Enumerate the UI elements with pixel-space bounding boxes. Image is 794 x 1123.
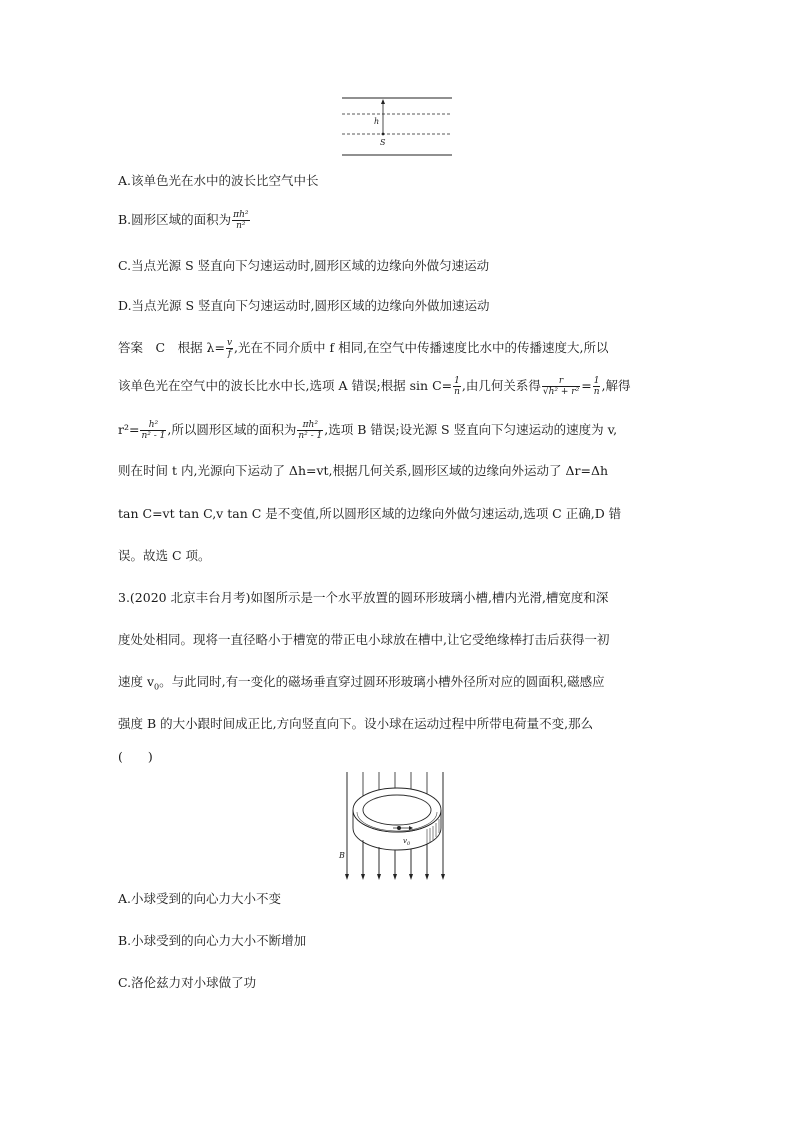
answer-line-1: 答案 C 根据 λ= $\frac{v}{f}$ ,光在不同介质中 f 相同,在空气中传播速度比水中的传播速度大,所以	[118, 338, 609, 359]
question3-line-2: 度处处相同。现将一直径略小于槽宽的带正电小球放在槽中,让它受绝缘棒打击后获得一初	[118, 632, 610, 647]
answer-line-3: r²= $\frac{\text{h²}}{\text{n² - 1}}$ ,所以圆形区域的面积为 $\frac{\text{πh²}}{\text{n² - 1}}$ ,选项 B 错误;设光源 S 竖直向下匀速运动的速度为 v,	[118, 420, 618, 441]
v-over-f-fraction: $\frac{v}{f}$	[226, 338, 233, 359]
area-result-fraction: $\frac{\text{πh²}}{\text{n² - 1}}$	[298, 420, 323, 441]
option-q2-b-text: B.圆形区域的面积为	[118, 212, 232, 227]
question3-line-1: 3.(2020 北京丰台月考)如图所示是一个水平放置的圆环形玻璃小槽,槽内光滑,槽宽度和深	[118, 590, 609, 605]
option-q2-d: D.当点光源 S 竖直向下匀速运动时,圆形区域的边缘向外做加速运动	[118, 298, 490, 313]
water-layer-figure	[338, 92, 456, 158]
one-over-n-fraction-2: $\frac{1}{n}$	[593, 376, 600, 397]
answer-line-2: 该单色光在空气中的波长比水中长,选项 A 错误;根据 sin C= $\frac{1}{n}$ ,由几何关系得 $\frac{r}{\text{√h² + r²}}$ = $\frac{1}{n}$ ,解得	[118, 376, 631, 397]
label-v0: $v_0$	[403, 837, 411, 847]
label-s: S	[380, 138, 386, 147]
answer-line-4: 则在时间 t 内,光源向下运动了 Δh=vt,根据几何关系,圆形区域的边缘向外运动了 Δr=Δh	[118, 463, 609, 478]
one-over-n-fraction: $\frac{1}{n}$	[454, 376, 460, 397]
option-q3-a: A.小球受到的向心力大小不变	[118, 891, 282, 906]
option-q2-b	[118, 210, 251, 231]
label-h: h	[374, 117, 380, 126]
question3-line-3: 速度 $v_0$。与此同时,有一变化的磁场垂直穿过圆环形玻璃小槽外径所对应的圆面积,磁感应	[118, 674, 605, 692]
r-squared-fraction: $\frac{\text{h²}}{\text{n² - 1}}$	[141, 420, 166, 441]
area-fraction: $\frac{\text{πh²}}{\text{n²}}$	[233, 210, 249, 231]
label-b: B	[339, 851, 345, 860]
option-q2-c: C.当点光源 S 竖直向下匀速运动时,圆形区域的边缘向外做匀速运动	[118, 258, 490, 273]
option-q2-a: A.该单色光在水中的波长比空气中长	[118, 173, 319, 188]
option-q3-b: B.小球受到的向心力大小不断增加	[118, 933, 307, 948]
question3-blank: ( )	[118, 749, 153, 764]
answer-line-6: 误。故选 C 项。	[118, 548, 211, 563]
ring-groove-figure	[335, 768, 465, 886]
geometry-fraction: $\frac{r}{\text{√h² + r²}}$	[542, 376, 580, 397]
light-source-point	[382, 133, 385, 136]
option-q3-c: C.洛伦兹力对小球做了功	[118, 975, 257, 990]
question3-line-4: 强度 B 的大小跟时间成正比,方向竖直向下。设小球在运动过程中所带电荷量不变,那么	[118, 716, 594, 731]
answer-line-5: tan C=vt tan C,v tan C 是不变值,所以圆形区域的边缘向外做匀速运动,选项 C 正确,D 错	[118, 506, 622, 521]
